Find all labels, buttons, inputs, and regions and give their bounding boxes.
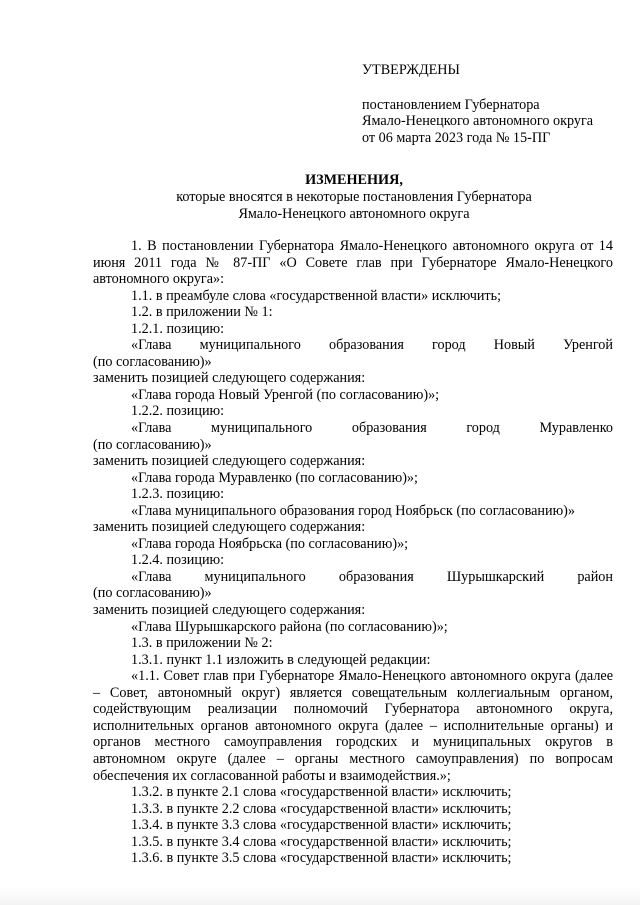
body-paragraph: 1.2. в приложении № 1:	[131, 304, 273, 321]
body-paragraph: 1.2.4. позицию:	[131, 552, 225, 569]
body-paragraph: (по согласованию)»	[93, 436, 212, 453]
body-paragraph: «Глава города Ноябрьска (по согласованию)»;	[131, 535, 409, 552]
page-bottom-edge	[0, 887, 640, 905]
body-paragraph: 1.2.3. позицию:	[131, 486, 225, 503]
body-paragraph: «Глава муниципального образования город Новый Уренгой	[131, 337, 613, 354]
body-paragraph: заменить позицией следующего содержания:	[93, 453, 366, 470]
heading-subtitle: которые вносятся в некоторые постановления Губернатора	[176, 189, 532, 205]
body-paragraph: 1.3. в приложении № 2:	[131, 635, 273, 652]
document-body	[93, 238, 613, 867]
body-paragraph: 1.2.1. позицию:	[131, 320, 225, 337]
document-heading	[94, 172, 614, 223]
body-paragraph: «Глава муниципального образования Шурышкарский район	[131, 568, 613, 585]
body-paragraph: 1.3.2. в пункте 2.1 слова «государственной власти» исключить;	[131, 784, 512, 801]
body-paragraph: 1.3.5. в пункте 3.4 слова «государственной власти» исключить;	[131, 833, 512, 850]
approval-line: от 06 марта 2023 года № 15-ПГ	[362, 129, 551, 146]
body-paragraph: 1.3.6. в пункте 3.5 слова «государственной власти» исключить;	[131, 850, 512, 867]
body-paragraph: 1.3.4. в пункте 3.3 слова «государственной власти» исключить;	[131, 817, 512, 834]
body-paragraph: 1. В постановлении Губернатора Ямало-Ненецкого автономного округа от 14 июня 2011 года № 87-ПГ «О Совете глав при Губернаторе Ямало-Ненецкого автономного округа»:	[93, 238, 613, 288]
body-paragraph: заменить позицией следующего содержания:	[93, 370, 366, 387]
body-paragraph: «Глава города Муравленко (по согласованию)»;	[131, 469, 418, 486]
body-paragraph: (по согласованию)»	[93, 353, 212, 370]
body-paragraph: «Глава города Новый Уренгой (по согласованию)»;	[131, 386, 440, 403]
body-paragraph: «Глава муниципального образования город Ноябрьск (по согласованию)»	[131, 502, 575, 519]
heading-subtitle: Ямало-Ненецкого автономного округа	[238, 206, 470, 222]
body-paragraph: заменить позицией следующего содержания:	[93, 602, 366, 619]
body-paragraph: (по согласованию)»	[93, 585, 212, 602]
body-paragraph: «Глава Шурышкарского района (по согласованию)»;	[131, 618, 448, 635]
body-paragraph: 1.3.1. пункт 1.1 изложить в следующей редакции:	[131, 651, 431, 668]
body-paragraph: 1.1. в преамбуле слова «государственной власти» исключить;	[131, 287, 502, 304]
approval-line: Ямало-Ненецкого автономного округа	[362, 113, 594, 129]
approval-block	[362, 62, 632, 146]
body-paragraph: 1.3.3. в пункте 2.2 слова «государственной власти» исключить;	[131, 800, 512, 817]
approval-title: УТВЕРЖДЕНЫ	[362, 62, 460, 78]
body-paragraph: 1.2.2. позицию:	[131, 403, 225, 420]
heading-main: ИЗМЕНЕНИЯ,	[305, 172, 403, 188]
approval-line: постановлением Губернатора	[362, 96, 540, 113]
body-paragraph: «Глава муниципального образования город Муравленко	[131, 420, 613, 437]
body-paragraph: заменить позицией следующего содержания:	[93, 519, 366, 536]
body-paragraph: «1.1. Совет глав при Губернаторе Ямало-Ненецкого автономного округа (далее – Совет, автономный округ) является совещательным коллегиальным органом, содействующим реализации полномочий Губернатора автономного округа, исполнительных органов автономного округа (далее – исполнительные органы) и органов местного самоуправления городских и муниципальных округов в автономном округе (далее – органы местного самоуправления) по вопросам обеспечения их согласованной работы и взаимодействия.»;	[93, 668, 613, 784]
